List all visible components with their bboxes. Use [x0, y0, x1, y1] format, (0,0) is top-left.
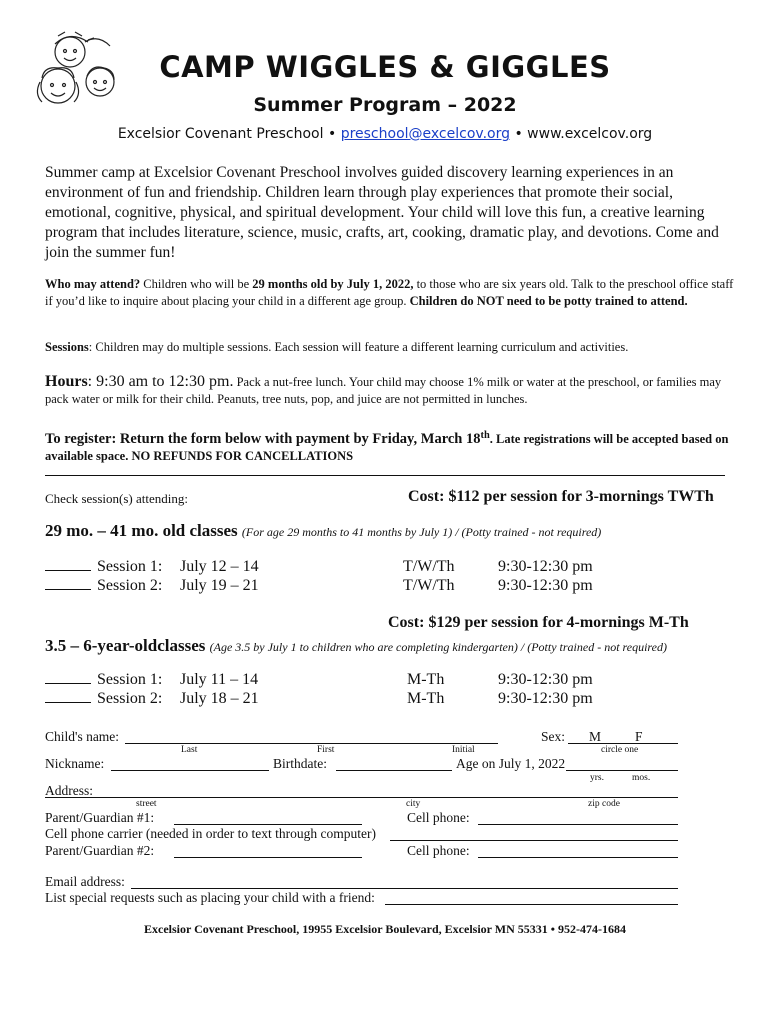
age-label: Age on July 1, 2022 — [456, 756, 566, 771]
register-paragraph — [45, 427, 735, 465]
sex-option-f[interactable]: F — [635, 729, 643, 744]
who-text-2: to those who are six years old. Talk to the preschool office staff if you’d like to inquire about placing your child in a different age group. — [45, 277, 734, 308]
requests-field[interactable] — [385, 904, 678, 905]
cell-phone-field[interactable] — [478, 824, 678, 825]
session-row — [45, 558, 91, 576]
address-label: Address: — [45, 783, 93, 798]
session-checkbox-line[interactable] — [45, 558, 91, 571]
first-caption: First — [317, 745, 335, 755]
intro-paragraph: Summer camp at Excelsior Covenant Preschool involves guided discovery learning experiences in an environment of fun and friendship. Children learn through play experiences that promote their social, emotional, cognitive, physical, and spiritual development. Your child will love this fun, a creative learning program that includes literature, science, music, crafts, art, cooking, dramatic play, and devotions. Come and join the summer fun! — [45, 164, 719, 261]
session-checkbox-line[interactable] — [45, 690, 91, 703]
email-label: Email address: — [45, 874, 125, 889]
hours-label: Hours — [45, 373, 88, 390]
sex-label: Sex: — [541, 729, 566, 744]
session-row — [45, 671, 91, 689]
session-row — [45, 690, 91, 708]
age-field[interactable] — [566, 770, 678, 771]
session-time: 9:30-12:30 pm — [498, 577, 593, 594]
mos-caption: mos. — [632, 773, 651, 783]
sex-option-m[interactable]: M — [589, 729, 602, 744]
session-dates: July 12 – 14 — [180, 558, 259, 575]
register-rest: . Late registrations will be accepted based on available space. NO REFUNDS FOR CANCELLATIONS — [45, 432, 729, 464]
separator: • — [514, 126, 523, 142]
cost-3-mornings: Cost: $112 per session for 3-mornings TWTh — [408, 488, 714, 505]
group2-note: (Age 3.5 by July 1 to children who are completing kindergarten) / (Potty trained - not required) — [209, 640, 667, 654]
check-sessions-label: Check session(s) attending: — [45, 491, 188, 506]
group2-title: 3.5 – 6-year-oldclasses — [45, 636, 206, 655]
nickname-label: Nickname: — [45, 756, 105, 771]
sessions-label: Sessions — [45, 340, 89, 354]
who-text: Children who will be — [143, 277, 250, 291]
session-days: M-Th — [407, 690, 445, 707]
city-caption: city — [406, 799, 421, 809]
session-name: Session 1: — [97, 558, 163, 575]
guardian2-label: Parent/Guardian #2: — [45, 843, 155, 858]
website-text: www.excelcov.org — [527, 126, 653, 142]
group1-note: (For age 29 months to 41 months by July 1) / (Potty trained - not required) — [241, 525, 602, 539]
session-name: Session 2: — [97, 577, 163, 594]
group1-heading — [45, 521, 601, 541]
guardian1-label: Parent/Guardian #1: — [45, 810, 155, 825]
email-field[interactable] — [131, 888, 678, 889]
child-name-label: Child's name: — [45, 729, 120, 744]
contact-line — [0, 126, 770, 142]
yrs-caption: yrs. — [590, 773, 604, 783]
session-days: M-Th — [407, 671, 445, 688]
session-days: T/W/Th — [403, 577, 455, 594]
address-field[interactable] — [45, 797, 678, 798]
register-deadline: To register: Return the form below with payment by Friday, March 18 — [45, 431, 481, 448]
street-caption: street — [136, 799, 157, 809]
who-age-requirement: 29 months old by July 1, 2022, — [252, 277, 414, 291]
birthdate-label: Birthdate: — [273, 756, 327, 771]
hours-text: Pack a nut-free lunch. Your child may choose 1% milk or water at the preschool, or families may pack water or milk for their child. Peanuts, tree nuts, pop, and juice are not permitted in lunches. — [45, 375, 722, 406]
group1-title: 29 mo. – 41 mo. old classes — [45, 521, 238, 540]
register-sup: th — [480, 430, 490, 441]
separator: • — [327, 126, 337, 142]
guardian1-field[interactable] — [174, 824, 362, 825]
nickname-field[interactable] — [111, 770, 269, 771]
session-name: Session 1: — [97, 671, 163, 688]
cost-4-mornings: Cost: $129 per session for 4-mornings M-Th — [388, 614, 689, 631]
group2-heading — [45, 636, 667, 656]
who-label: Who may attend? — [45, 277, 141, 291]
birthdate-field[interactable] — [336, 770, 452, 771]
carrier-label: Cell phone carrier (needed in order to text through computer) — [45, 826, 377, 841]
session-dates: July 18 – 21 — [180, 690, 259, 707]
session-name: Session 2: — [97, 690, 163, 707]
cell-phone-field-2[interactable] — [478, 857, 678, 858]
page-title: CAMP WIGGLES & GIGGLES — [159, 50, 611, 84]
sessions-text: : Children may do multiple sessions. Each session will feature a different learning curriculum and activities. — [88, 340, 629, 354]
circle-one-caption: circle one — [601, 745, 639, 755]
potty-note: Children do NOT need to be potty trained to attend. — [409, 294, 688, 308]
cell-phone-label: Cell phone: — [407, 810, 470, 825]
carrier-field[interactable] — [390, 840, 678, 841]
session-time: 9:30-12:30 pm — [498, 558, 593, 575]
session-days: T/W/Th — [403, 558, 455, 575]
who-may-attend-paragraph — [45, 276, 735, 310]
child-name-field[interactable] — [125, 743, 498, 744]
sex-field[interactable] — [568, 743, 678, 744]
session-dates: July 11 – 14 — [180, 671, 259, 688]
session-time: 9:30-12:30 pm — [498, 671, 593, 688]
footer-address: Excelsior Covenant Preschool, 19955 Excelsior Boulevard, Excelsior MN 55331 • 952-474-1684 — [144, 922, 626, 936]
divider — [45, 475, 725, 476]
session-time: 9:30-12:30 pm — [498, 690, 593, 707]
page-subtitle: Summer Program – 2022 — [253, 94, 517, 116]
session-row — [45, 577, 91, 595]
email-link[interactable]: preschool@excelcov.org — [340, 126, 510, 142]
requests-label: List special requests such as placing your child with a friend: — [45, 890, 375, 905]
initial-caption: Initial — [452, 745, 475, 755]
guardian2-field[interactable] — [174, 857, 362, 858]
sessions-paragraph — [45, 339, 735, 356]
session-checkbox-line[interactable] — [45, 671, 91, 684]
zip-caption: zip code — [588, 799, 620, 809]
last-caption: Last — [181, 745, 198, 755]
session-checkbox-line[interactable] — [45, 577, 91, 590]
hours-paragraph — [45, 373, 735, 408]
school-name: Excelsior Covenant Preschool — [117, 126, 324, 142]
cell-phone-label: Cell phone: — [407, 843, 470, 858]
session-dates: July 19 – 21 — [180, 577, 259, 594]
hours-time: : 9:30 am to 12:30 pm. — [87, 373, 234, 390]
